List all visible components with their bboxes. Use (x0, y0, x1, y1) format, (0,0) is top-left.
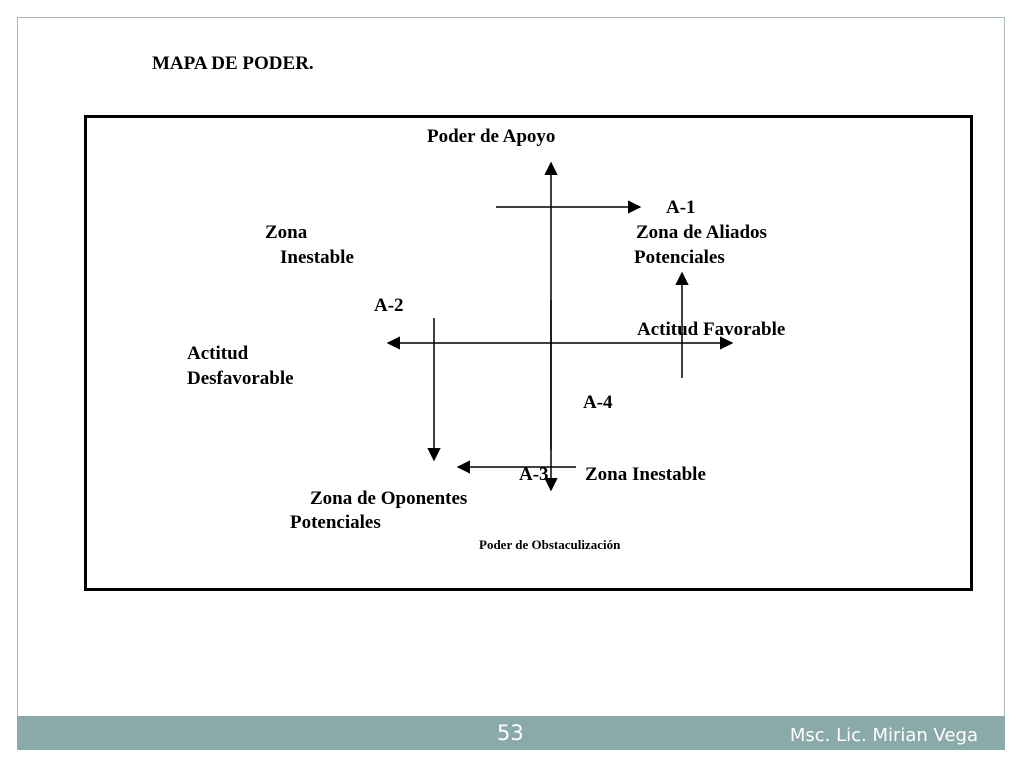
label-actitud: Actitud (187, 343, 249, 364)
page-number: 53 (497, 721, 524, 745)
label-poder-obstaculizacion: Poder de Obstaculización (479, 537, 621, 552)
label-poder-apoyo: Poder de Apoyo (427, 126, 556, 147)
label-zona-oponentes-potenciales: Potenciales (290, 512, 381, 533)
label-zona-aliados: Zona de Aliados (636, 222, 767, 243)
page-title: MAPA DE PODER. (152, 53, 314, 74)
label-a4: A-4 (583, 392, 613, 413)
label-a3: A-3 (519, 464, 549, 485)
label-zona-oponentes: Zona de Oponentes (310, 488, 468, 509)
label-a2: A-2 (374, 295, 404, 316)
label-zona: Zona (265, 222, 308, 243)
label-zona-inestable-bottom: Zona Inestable (585, 464, 706, 485)
label-inestable: Inestable (280, 247, 354, 268)
label-zona-aliados-potenciales: Potenciales (634, 247, 725, 268)
label-actitud-favorable: Actitud Favorable (637, 319, 786, 340)
author-name: Msc. Lic. Mirian Vega (789, 725, 978, 746)
label-a1: A-1 (666, 197, 696, 218)
label-desfavorable: Desfavorable (187, 368, 294, 389)
